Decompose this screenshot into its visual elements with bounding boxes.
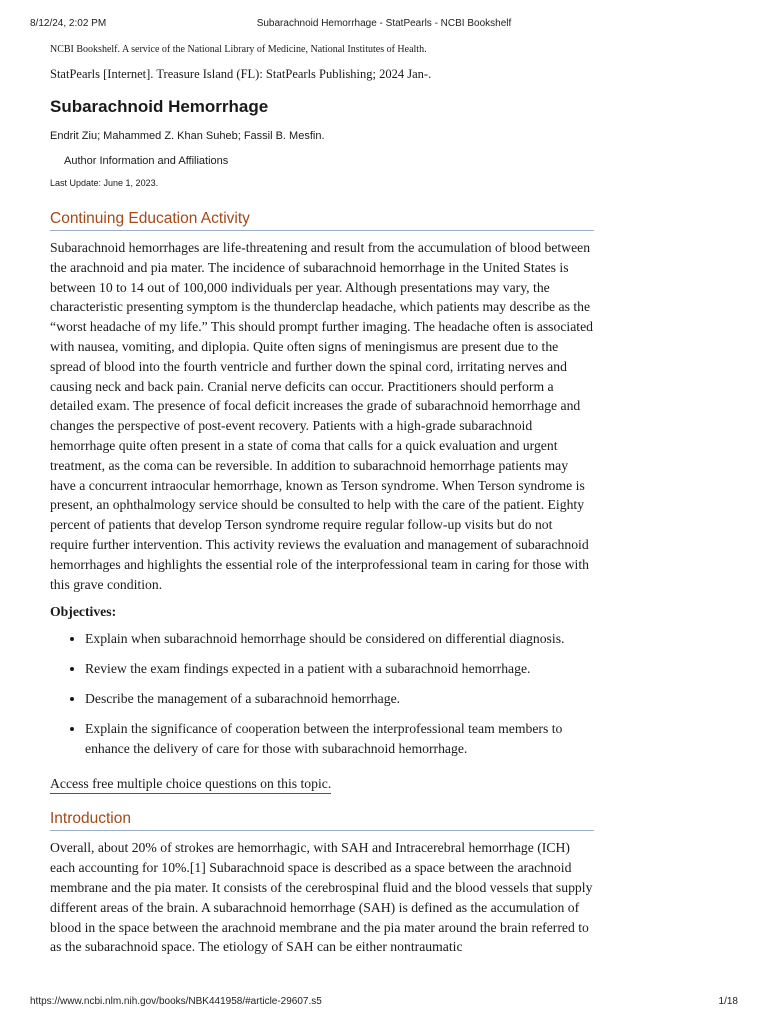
print-header [30,18,738,32]
author-affiliations-link[interactable]: Author Information and Affiliations [64,155,229,167]
objectives-list [50,629,594,758]
mcq-access-link[interactable]: Access free multiple choice questions on this topic. [50,774,331,794]
objective-item: • Explain when subarachnoid hemorrhage should be considered on differential diagnosis. [85,629,594,649]
citation-line: StatPearls [Internet]. Treasure Island (FL): StatPearls Publishing; 2024 Jan-. [50,67,432,81]
print-url: https://www.ncbi.nlm.nih.gov/books/NBK441958/#article-29607.s5 [30,996,322,1007]
author-list: Endrit Ziu; Mahammed Z. Khan Suheb; Fassil B. Mesfin. [50,130,325,142]
print-footer [30,996,738,1010]
objective-item: • Review the exam findings expected in a patient with a subarachnoid hemorrhage. [85,659,594,679]
section-heading-introduction: Introduction [50,809,594,831]
last-update: Last Update: June 1, 2023. [50,178,159,188]
introduction-paragraph: Overall, about 20% of strokes are hemorrhagic, with SAH and Intracerebral hemorrhage (ICH) each accounting for 10%.[1] Subarachnoid space is described as a space between the arachnoid membrane and the pia mater. It consists of the cerebrospinal fluid and the blood vessels that supply different areas of the brain. A subarachnoid hemorrhage (SAH) is defined as the accumulation of blood in the space between the arachnoid membrane and the pia mater around the brain referred to as the subarachnoid space. The etiology of SAH can be either nontraumatic [50,840,593,955]
objective-item: • Explain the significance of cooperation between the interprofessional team members to enhance the delivery of care for those with subarachnoid hemorrhage. [85,719,594,759]
print-page-title: Subarachnoid Hemorrhage - StatPearls - NCBI Bookshelf [256,18,512,29]
objective-item: • Describe the management of a subarachnoid hemorrhage. [85,689,594,709]
objectives-label: Objectives: [50,604,117,620]
ncbi-notice: NCBI Bookshelf. A service of the National Library of Medicine, National Institutes of Health. [50,44,427,55]
article-content [50,43,594,957]
article-title: Subarachnoid Hemorrhage [50,97,269,116]
print-datetime: 8/12/24, 2:02 PM [30,18,107,29]
section-heading-ce: Continuing Education Activity [50,209,594,231]
ce-paragraph: Subarachnoid hemorrhages are life-threatening and result from the accumulation of blood between the arachnoid and pia mater. The incidence of subarachnoid hemorrhage in the United States is between 10 to 14 out of 100,000 individuals per year. Although presentations may vary, the characteristic presenting symptom is the thunderclap headache, which patients may describe as the “worst headache of my life.” This should prompt further imaging. The headache often is associated with nausea, vomiting, and diplopia. Quite often signs of meningismus are present due to the spread of blood into the fourth ventricle and further down the spinal cord, irritating nerves and causing neck and back pain. Cranial nerve deficits can occur. Practitioners should perform a detailed exam. The presence of focal deficit increases the grade of subarachnoid hemorrhage and changes the perspective of post-event recovery. Patients with a high-grade subarachnoid hemorrhage quite often present in a state of coma that calls for a quick evaluation and urgent treatment, as the coma can be reversible. In addition to subarachnoid hemorrhage patients may have a concurrent intraocular hemorrhage, known as Terson syndrome. When Terson syndrome is present, an ophthalmology service should be consulted to help with the care of the patient. Eighty percent of patients that develop Terson syndrome require regular follow-up visits but do not require further intervention. This activity reviews the evaluation and management of subarachnoid hemorrhages and highlights the essential role of the interprofessional team in caring for those with this grave condition. [50,240,594,592]
page-number: 1/18 [718,996,738,1007]
